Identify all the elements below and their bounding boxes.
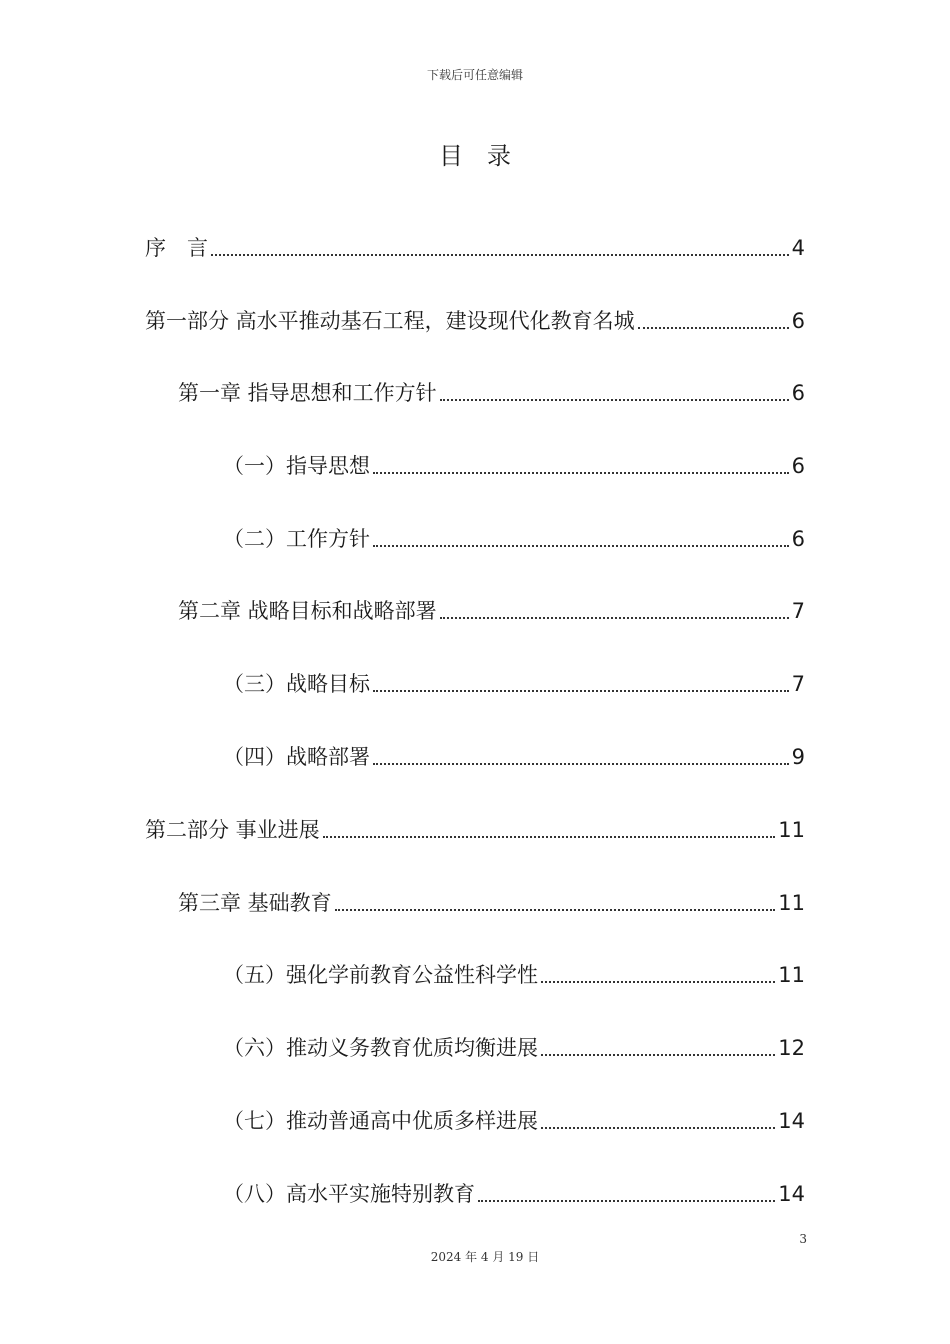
toc-entry-label: （一）指导思想 xyxy=(223,454,370,478)
toc-entry-label: （二）工作方针 xyxy=(223,527,370,551)
dot-leader xyxy=(478,1200,775,1202)
toc-entry-preface[interactable] xyxy=(145,232,805,264)
toc-entry-page: 14 xyxy=(778,1109,805,1133)
toc-entry-section-3[interactable] xyxy=(223,668,805,700)
dot-leader xyxy=(323,836,776,838)
dot-leader xyxy=(373,690,789,692)
toc-entry-page: 9 xyxy=(791,745,805,769)
dot-leader xyxy=(541,981,775,983)
toc-entry-page: 11 xyxy=(778,891,805,915)
toc-entry-page: 11 xyxy=(778,818,805,842)
page-number: 3 xyxy=(799,1232,807,1246)
toc-entry-label: 第一部分 高水平推动基石工程，建设现代化教育名城 xyxy=(145,309,635,333)
dot-leader xyxy=(373,545,789,547)
header-note: 下载后可任意编辑 xyxy=(426,68,523,82)
toc-entry-label: （六）推动义务教育优质均衡进展 xyxy=(223,1036,538,1060)
toc-entry-label: （三）战略目标 xyxy=(223,672,370,696)
toc-entry-page: 4 xyxy=(791,236,805,260)
toc-entry-label: 序 言 xyxy=(145,236,208,260)
toc-entry-label: （五）强化学前教育公益性科学性 xyxy=(223,963,538,987)
toc-entry-page: 7 xyxy=(791,599,805,623)
toc-entry-section-1[interactable] xyxy=(223,450,805,482)
toc-entry-chapter-2[interactable] xyxy=(178,595,805,627)
toc-entry-part-2[interactable] xyxy=(145,814,805,846)
toc-entry-label: 第三章 基础教育 xyxy=(178,891,332,915)
toc-entry-chapter-1[interactable] xyxy=(178,377,805,409)
toc-entry-part-1[interactable] xyxy=(145,305,805,337)
dot-leader xyxy=(541,1054,775,1056)
toc-entry-page: 6 xyxy=(791,527,805,551)
toc-entry-page: 11 xyxy=(778,963,805,987)
toc-title: 目录 xyxy=(439,142,535,170)
toc-entry-page: 14 xyxy=(778,1182,805,1206)
toc-entry-label: 第二章 战略目标和战略部署 xyxy=(178,599,437,623)
toc-entry-label: （七）推动普通高中优质多样进展 xyxy=(223,1109,538,1133)
toc-entry-page: 6 xyxy=(791,454,805,478)
toc-entry-section-5[interactable] xyxy=(223,959,805,991)
toc-entry-section-4[interactable] xyxy=(223,741,805,773)
footer-date: 2024 年 4 月 19 日 xyxy=(430,1250,540,1264)
dot-leader xyxy=(373,472,789,474)
toc-entry-label: 第二部分 事业进展 xyxy=(145,818,320,842)
toc-entry-page: 6 xyxy=(791,381,805,405)
toc-entry-label: （八）高水平实施特别教育 xyxy=(223,1182,475,1206)
toc-entry-page: 7 xyxy=(791,672,805,696)
dot-leader xyxy=(440,617,789,619)
dot-leader xyxy=(211,254,789,256)
dot-leader xyxy=(638,327,789,329)
toc-entry-label: （四）战略部署 xyxy=(223,745,370,769)
toc-entry-section-8[interactable] xyxy=(223,1178,805,1210)
dot-leader xyxy=(335,909,776,911)
toc-entry-section-2[interactable] xyxy=(223,523,805,555)
toc-entry-label: 第一章 指导思想和工作方针 xyxy=(178,381,437,405)
dot-leader xyxy=(440,399,789,401)
toc-entry-page: 6 xyxy=(791,309,805,333)
toc-entry-section-7[interactable] xyxy=(223,1105,805,1137)
dot-leader xyxy=(373,763,789,765)
toc-entry-page: 12 xyxy=(778,1036,805,1060)
toc-entry-chapter-3[interactable] xyxy=(178,887,805,919)
toc-entry-section-6[interactable] xyxy=(223,1032,805,1064)
dot-leader xyxy=(541,1127,775,1129)
